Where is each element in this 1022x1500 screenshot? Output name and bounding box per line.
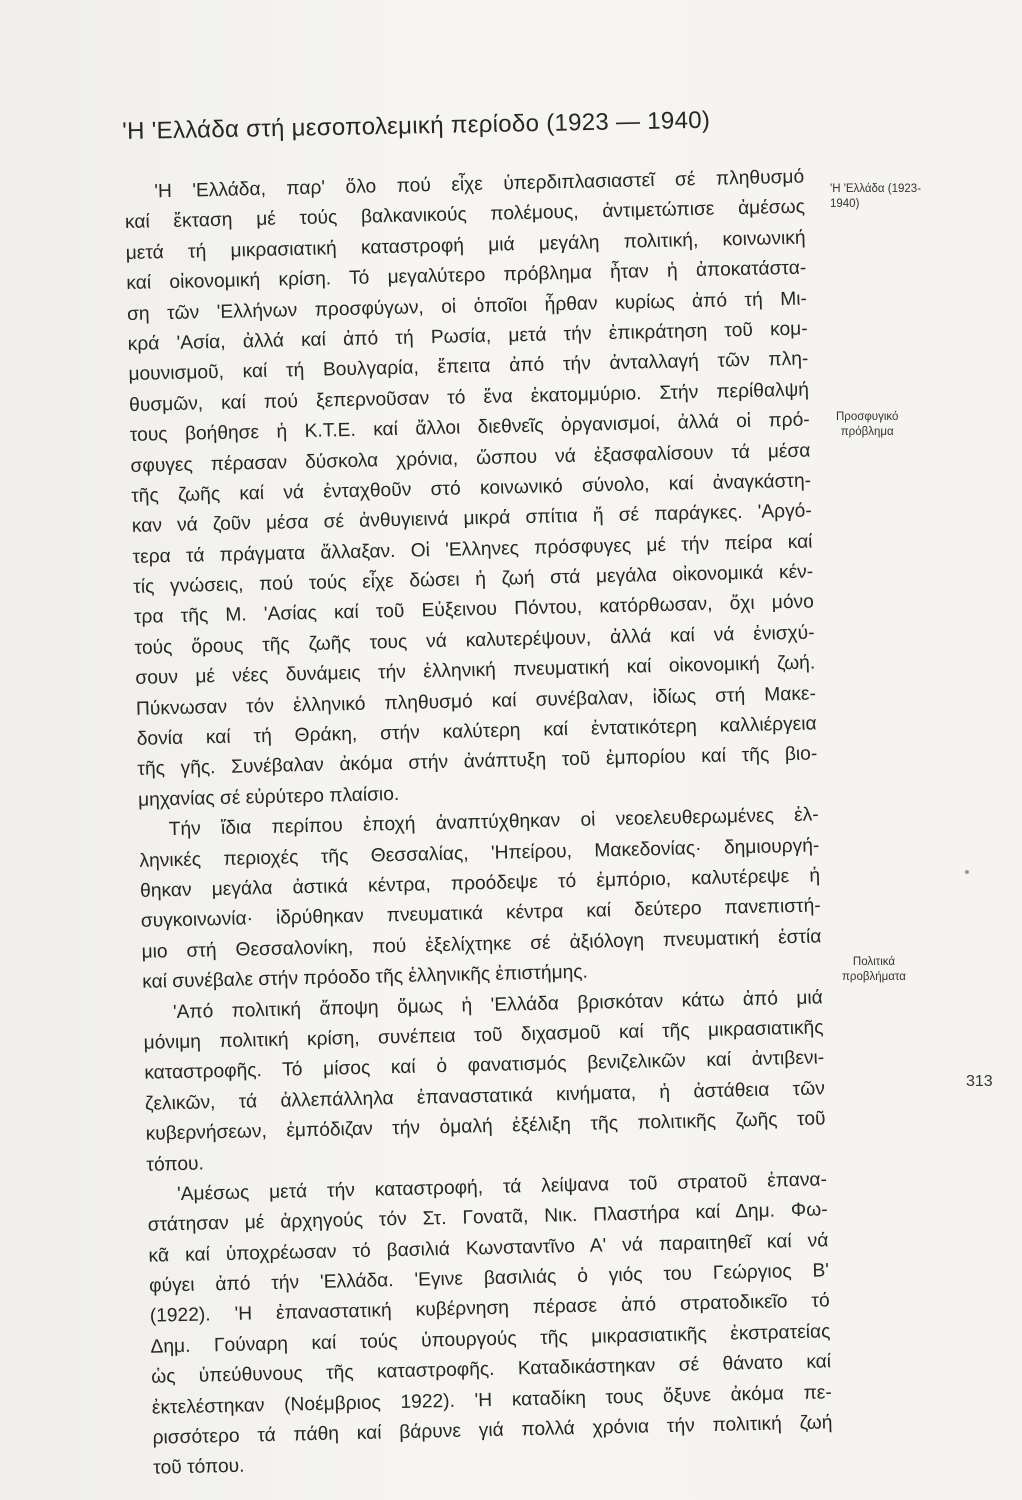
margin-note-political: [842, 955, 906, 985]
text-line: μηχανίας σέ εὐρύτερο πλαίσιο.: [137, 783, 400, 811]
margin-note-refugee: [836, 410, 898, 440]
text-line: ση τῶν 'Ελλήνων προσφύγων, οἱ ὁποῖοι ἦρθαν κυρίως ἀπό τή Μι-: [126, 288, 808, 325]
text-line: δονία καί τή Θράκη, στήν καλύτερη καί ἐντατικότερη καλλιέργεια: [136, 713, 817, 750]
text-line: σουν μέ νέες δυνάμεις τήν ἑλληνική πνευματική καί οἰκονομική ζωή.: [135, 652, 816, 690]
margin-note-line: προβλήματα: [842, 971, 906, 983]
text-line: σφυγες πέρασαν δύσκολα χρόνια, ὥσπου νά ἐξασφαλίσουν τά μέσα: [130, 440, 811, 477]
text-line: μετά τή μικρασιατική καταστροφή μιά μεγάλη πολιτική, κοινωνική: [125, 227, 806, 264]
text-line: τερα τά πράγματα ἄλλαξαν. Οἱ 'Ελληνες πρόσφυγες μέ τήν πείρα καί: [132, 531, 813, 568]
text-line: ἐκτελέστηκαν (Νοέμβριος 1922). 'Η καταδίκη τους ὄξυνε ἀκόμα πε-: [151, 1381, 832, 1419]
text-line: φύγει ἀπό τήν 'Ελλάδα. 'Εγινε βασιλιάς ὁ γιός του Γεώργιος Β': [148, 1260, 830, 1297]
text-line: 'Αμέσως μετά τήν καταστροφή, τά λείψανα τοῦ στρατοῦ ἐπανα-: [176, 1169, 828, 1205]
body-text: [124, 163, 833, 1485]
text-line: τῆς γῆς. Συνέβαλαν ἀκόμα στήν ἀνάπτυξη τοῦ ἐμπορίου καί τῆς βιο-: [137, 743, 818, 781]
text-line: ληνικές περιοχές τῆς Θεσσαλίας, 'Ηπείρου, Μακεδονίας· δημιουργή-: [139, 834, 820, 872]
text-line: μουνισμοῦ, καί τή Βουλγαρία, ἔπειτα ἀπό τήν ἀνταλλαγή τῶν πλη-: [128, 348, 809, 386]
text-line: κᾶ καί ὑποχρέωσαν τό βασιλιά Κωνσταντῖνο Α' νά παραιτηθεῖ καί νά: [148, 1229, 829, 1267]
text-line: 'Η 'Ελλάδα, παρ' ὅλο πού εἶχε ὑπερδιπλασιαστεῖ σέ πληθυσμό: [154, 166, 805, 203]
text-line: ὡς ὑπεύθυνους τῆς καταστροφῆς. Καταδικάστηκαν σέ θάνατο καί: [150, 1351, 832, 1388]
margin-note-line: Πολιτικά: [852, 956, 896, 968]
text-line: Πύκνωσαν τόν ἑλληνικό πληθυσμό καί συνέβαλαν, ἰδίως στή Μακε-: [135, 683, 817, 720]
text-line: ζελικῶν, τά ἀλλεπάλληλα ἐπαναστατικά κινήματα, ἡ ἀστάθεια τῶν: [144, 1078, 826, 1115]
text-line: τόπου.: [146, 1152, 205, 1176]
margin-note-line: 'Η 'Ελλάδα (1923-: [830, 183, 922, 195]
text-line: καταστροφῆς. Τό μίσος καί ὁ φανατισμός βενιζελικῶν καί ἀντιβενι-: [144, 1047, 825, 1085]
text-line: (1922). 'Η ἐπαναστατική κυβέρνηση πέρασε ἀπό στρατοδικεῖο τό: [149, 1290, 830, 1328]
text-line: Δημ. Γούναρη καί τούς ὑπουργούς τῆς μικρασιατικῆς ἐκστρατείας: [150, 1321, 831, 1358]
text-line: συγκοινωνία· ἱδρύθηκαν πνευματικά κέντρα καί δεύτερο πανεπιστή-: [140, 895, 821, 933]
text-line: καί συνέβαλε στήν πρόοδο τῆς ἑλληνικῆς ἐπιστήμης.: [142, 961, 589, 993]
margin-note-line: πρόβλημα: [840, 426, 894, 438]
text-line: 'Από πολιτική ἄποψη ὅμως ἡ 'Ελλάδα βρισκόταν κάτω ἀπό μιά: [172, 986, 824, 1023]
text-line: μιο στή Θεσσαλονίκη, πού ἐξελίχτηκε σέ ἀξιόλογη πνευματική ἑστία: [141, 926, 822, 963]
text-line: καί οἰκονομική κρίση. Τό μεγαλύτερο πρόβλημα ἦταν ἡ ἀποκατάστα-: [126, 257, 807, 295]
text-line: κυβερνήσεων, ἐμπόδιζαν τήν ὁμαλή ἐξέλιξη τῆς πολιτικῆς ζωῆς τοῦ: [145, 1108, 826, 1145]
text-line: τους βοήθησε ἡ Κ.Τ.Ε. καί ἄλλοι διεθνεῖς ὀργανισμοί, ἀλλά οἱ πρό-: [129, 409, 810, 447]
margin-note-greece: [830, 182, 921, 212]
ink-smudge: [965, 870, 969, 874]
text-line: τῆς ζωῆς καί νά ἐνταχθοῦν στό κοινωνικό σύνολο, καί ἀναγκάστη-: [130, 470, 812, 507]
margin-note-line: Προσφυγικό: [836, 411, 899, 423]
page-number: 313: [966, 1073, 993, 1090]
text-line: στάτησαν μέ ἀρχηγούς τόν Στ. Γονατᾶ, Νικ. Πλαστήρα καί Δημ. Φω-: [147, 1199, 828, 1237]
text-line: καί ἔκταση μέ τούς βαλκανικούς πολέμους, ἀντιμετώπισε ἀμέσως: [124, 196, 806, 234]
text-line: τίς γνώσεις, πού τούς εἶχε δώσει ἡ ζωή στά μεγάλα οἰκονομικά κέν-: [133, 561, 814, 598]
text-line: τρα τῆς Μ. 'Ασίας καί τοῦ Εὐξεινου Πόντου, κατόρθωσαν, ὄχι μόνο: [133, 591, 815, 629]
text-line: τούς ὅρους τῆς ζωῆς τους νά καλυτερέψουν, ἀλλά καί νά ἐνισχύ-: [134, 622, 815, 659]
text-line: κρά 'Ασία, ἀλλά καί ἀπό τή Ρωσία, μετά τήν ἐπικράτηση τοῦ κομ-: [127, 318, 808, 355]
text-line: καν νά ζοῦν μέσα σέ ἀνθυγιεινά μικρά σπίτια ἤ σέ παράγκες. 'Αργό-: [131, 500, 812, 538]
text-line: ρισσότερο τά πάθη καί βάρυνε γιά πολλά χρόνια τήν πολιτική ζωή: [152, 1412, 833, 1449]
text-line: θυσμῶν, καί πού ξεπερνοῦσαν τό ἕνα ἑκατομμύριο. Στήν περίθαλψή: [128, 379, 810, 416]
margin-note-line: 1940): [830, 198, 860, 210]
text-line: τοῦ τόπου.: [153, 1456, 245, 1480]
text-line: Τήν ἴδια περίπου ἐποχή ἀναπτύχθηκαν οἱ νεοελευθερωμένες ἑλ-: [168, 804, 819, 841]
page-title: 'Η 'Ελλάδα στή μεσοπολεμική περίοδο (1923 — 1940): [122, 106, 711, 145]
text-line: μόνιμη πολιτική κρίση, συνέπεια τοῦ διχασμοῦ καί τῆς μικρασιατικῆς: [143, 1017, 824, 1054]
text-line: θηκαν μεγάλα ἀστικά κέντρα, προόδεψε τό ἐμπόριο, καλυτέρεψε ἡ: [139, 865, 821, 902]
